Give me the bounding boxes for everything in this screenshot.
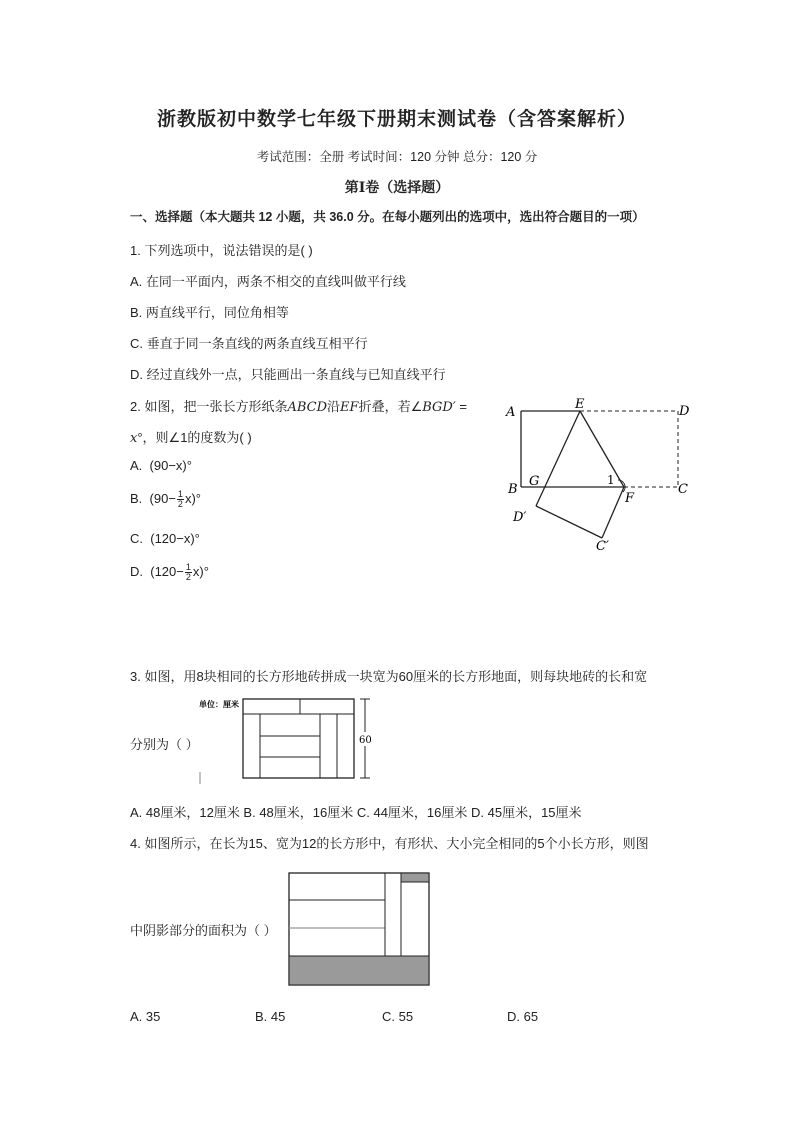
q4-option-b: B. 45 bbox=[255, 1009, 286, 1024]
q2-option-c bbox=[130, 531, 200, 546]
page-title: 浙教版初中数学七年级下册期末测试卷（含答案解析） bbox=[156, 108, 637, 130]
q4-option-a: A. 35 bbox=[130, 1009, 161, 1024]
q2-option-b-fraction bbox=[177, 490, 184, 509]
q3-stem-continued: 分别为（ ） bbox=[130, 737, 199, 752]
q4-stem: 4. 如图所示，在长为15、宽为12的长方形中，有形状、大小完全相同的5个小长方形，则图 bbox=[130, 836, 649, 851]
q2-option-c-expr: (120−x)° bbox=[150, 531, 200, 546]
q2-var-x: x bbox=[130, 431, 138, 446]
q2-stem-text-2: 沿 bbox=[327, 399, 341, 414]
label-d-prime: D′ bbox=[513, 510, 527, 525]
label-c: C bbox=[678, 482, 688, 497]
q1-option-a: A. 在同一平面内，两条不相交的直线叫做平行线 bbox=[130, 274, 406, 289]
exam-info: 考试范围：全册 考试时间：120 分钟 总分：120 分 bbox=[256, 150, 538, 164]
fraction-numerator: 1 bbox=[177, 489, 183, 499]
label-e: E bbox=[575, 398, 585, 412]
q1-stem: 1. 下列选项中，说法错误的是( ) bbox=[130, 243, 313, 258]
q2-option-b-pre: (90− bbox=[149, 490, 176, 506]
q2-stem bbox=[130, 396, 467, 415]
dimension-label: 60 bbox=[359, 735, 372, 746]
q4-stem-continued: 中阴影部分的面积为（ ） bbox=[130, 923, 277, 938]
q2-angle-name: BGD′ bbox=[422, 400, 456, 415]
part-heading: 一、选择题（本大题共 12 小题，共 36.0 分。在每小题列出的选项中，选出符合题目的一项） bbox=[130, 210, 645, 224]
q2-option-b-label: B. bbox=[130, 490, 143, 506]
q2-option-b-post: x)° bbox=[184, 490, 201, 506]
label-angle-1: 1 bbox=[607, 473, 615, 487]
label-f: F bbox=[625, 491, 635, 506]
q1-option-b: B. 两直线平行，同位角相等 bbox=[130, 305, 289, 320]
label-a: A bbox=[506, 405, 516, 420]
q2-option-d-fraction bbox=[185, 563, 192, 582]
q4-rectangles-figure bbox=[288, 872, 432, 988]
shaded-region-top bbox=[401, 873, 429, 882]
q2-option-d-post: x)° bbox=[192, 563, 209, 579]
q2-option-a-label: A. bbox=[130, 458, 143, 473]
q2-option-a-expr: (90−x)° bbox=[149, 458, 192, 473]
q1-option-d: D. 经过直线外一点，只能画出一条直线与已知直线平行 bbox=[130, 367, 446, 382]
fold-line-ef bbox=[580, 411, 624, 487]
fraction-denominator: 2 bbox=[177, 499, 183, 509]
q2-folded-rectangle-figure bbox=[500, 398, 700, 558]
q2-option-d-pre: (120− bbox=[150, 563, 184, 579]
q2-stem-line2 bbox=[130, 427, 252, 446]
q3-tiles-figure bbox=[196, 694, 386, 786]
q4-option-c: C. 55 bbox=[382, 1009, 414, 1024]
unit-label: 单位：厘米 bbox=[199, 699, 239, 709]
q2-stem-text-1: 2. 如图，把一张长方形纸条 bbox=[130, 399, 288, 414]
fraction-numerator: 1 bbox=[185, 562, 191, 572]
q2-stem-line2-text: °，则∠1的度数为( ) bbox=[137, 430, 252, 445]
label-c-prime: C′ bbox=[596, 539, 609, 554]
q3-options: A. 48厘米，12厘米 B. 48厘米，16厘米 C. 44厘米，16厘米 D. 45厘米，15厘米 bbox=[130, 805, 582, 820]
q2-option-a bbox=[130, 458, 192, 473]
q2-option-b bbox=[130, 490, 201, 509]
label-d: D bbox=[679, 404, 690, 419]
section-title: 第Ⅰ卷（选择题） bbox=[344, 180, 450, 196]
q3-stem: 3. 如图，用8块相同的长方形地砖拼成一块宽为60厘米的长方形地面，则每块地砖的长和宽 bbox=[130, 669, 648, 684]
q2-stem-text-4: = bbox=[455, 399, 467, 414]
q2-rect-name: ABCD bbox=[287, 400, 328, 415]
q2-option-c-label: C. bbox=[130, 531, 143, 546]
label-b: B bbox=[508, 482, 518, 497]
q2-fold-line: EF bbox=[340, 400, 359, 415]
q4-option-d: D. 65 bbox=[507, 1009, 539, 1024]
label-g: G bbox=[529, 474, 540, 489]
edge-dprime-cprime bbox=[536, 506, 602, 538]
fraction-denominator: 2 bbox=[185, 572, 191, 582]
q1-option-c: C. 垂直于同一条直线的两条直线互相平行 bbox=[130, 336, 368, 351]
shaded-region-bottom bbox=[289, 956, 429, 985]
edge-ed-prime bbox=[536, 411, 580, 506]
q2-stem-text-3: 折叠，若∠ bbox=[358, 399, 423, 414]
edge-cprime-f bbox=[602, 487, 624, 538]
q2-option-d bbox=[130, 563, 209, 582]
q2-option-d-label: D. bbox=[130, 563, 143, 579]
